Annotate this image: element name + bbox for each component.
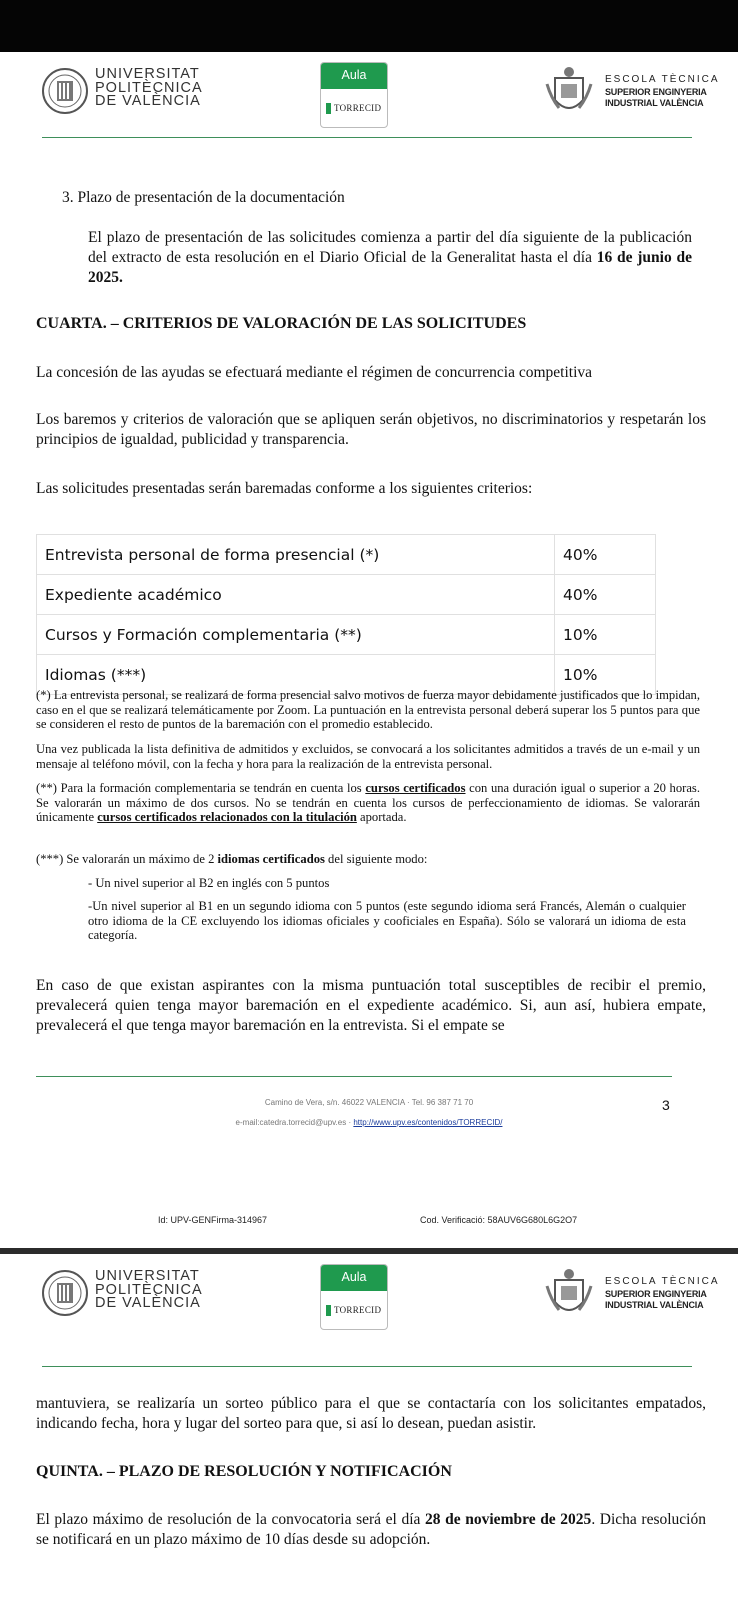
upv-seal-logo <box>42 1270 88 1316</box>
table-row: Cursos y Formación complementaria (**) 10% <box>37 615 656 655</box>
note-convocatoria: Una vez publicada la lista definitiva de admitidos y excluidos, se convocará a los solicitantes admitidos a través de un e-mail y un mensaje al teléfono móvil, con la fecha y hora para la realización de la entrevista personal. <box>36 742 700 771</box>
paragraph-baremos: Los baremos y criterios de valoración que se apliquen serán objetivos, no discriminatorios y respetarán los principios de igualdad, publicidad y transparencia. <box>36 411 706 448</box>
torrecid-mark-icon <box>326 1305 331 1316</box>
escola-crest-logo <box>545 1266 593 1322</box>
footer-link[interactable]: http://www.upv.es/contenidos/TORRECID/ <box>353 1118 503 1127</box>
aula-torrecid-logo: Aula TORRECID <box>320 62 388 128</box>
table-row: Entrevista personal de forma presencial (*) 40% <box>37 535 656 575</box>
paragraph-criterios-intro: Las solicitudes presentadas serán baremadas conforme a los siguientes criterios: <box>36 480 533 497</box>
footer-address: Camino de Vera, s/n. 46022 VALENCIA · Tel. 96 387 71 70 <box>264 1098 474 1107</box>
note-entrevista: (*) La entrevista personal, se realizará de forma presencial salvo motivos de fuerza mayor debidamente justificados que lo impidan, caso en el que se realizará telemáticamente por Zoom. La puntuación en la entrevista personal deberá superar los 5 puntos para que se consideren el resto de puntos de la baremación con el promedio establecido. <box>36 688 700 731</box>
document-page-4 <box>0 1254 738 1600</box>
torrecid-mark-icon <box>326 103 331 114</box>
quinta-heading: QUINTA. – PLAZO DE RESOLUCIÓN Y NOTIFICACIÓN <box>36 1463 452 1480</box>
paragraph-concurrencia: La concesión de las ayudas se efectuará mediante el régimen de concurrencia competitiva <box>36 364 593 381</box>
aula-torrecid-logo: Aula TORRECID <box>320 1264 388 1330</box>
section-3-body: El plazo de presentación de las solicitudes comienza a partir del día siguiente de la publicación del extracto de esta resolución en el Diario Oficial de la Generalitat hasta el día 16 de junio de 2025. <box>88 229 692 286</box>
note-idiomas: (***) Se valorarán un máximo de 2 idiomas certificados del siguiente modo: <box>36 852 428 866</box>
escola-crest-logo <box>545 64 593 120</box>
table-row: Idiomas (***) 10% <box>37 655 656 695</box>
note-formacion: (**) Para la formación complementaria se tendrán en cuenta los cursos certificados con una duración igual o superior a 20 horas. Se valorarán un máximo de dos cursos. No se tendrán en cuenta los cursos de perfeccionamiento de idiomas. Se valorarán únicamente cursos certificados relacionados con la titulación aportada. <box>36 781 700 824</box>
paragraph-empate: En caso de que existan aspirantes con la misma puntuación total susceptibles de recibir el premio, prevalecerá quien tenga mayor baremación en el expediente académico. Si, aun así, hubiera empate, prevalecerá el que tenga mayor baremación en la entrevista. Si el empate se <box>36 977 706 1034</box>
upv-name: UNIVERSITAT POLITÈCNICA DE VALÈNCIA <box>95 66 203 109</box>
footer-contact: e-mail:catedra.torrecid@upv.es · http://www.upv.es/contenidos/TORRECID/ <box>235 1118 503 1127</box>
upv-name: UNIVERSITAT POLITÈCNICA DE VALÈNCIA <box>95 1268 203 1311</box>
cuarta-heading: CUARTA. – CRITERIOS DE VALORACIÓN DE LAS SOLICITUDES <box>36 315 527 332</box>
page-header <box>0 1254 738 1354</box>
escola-name: ESCOLA TÈCNICA SUPERIOR ENGINYERIA INDUSTRIAL VALÈNCIA <box>605 1276 720 1310</box>
header-divider <box>42 1366 692 1367</box>
table-row: Expediente académico 40% <box>37 575 656 615</box>
page-number: 3 <box>662 1097 670 1113</box>
paragraph-plazo-resolucion: El plazo máximo de resolución de la convocatoria será el día 28 de noviembre de 2025. Dicha resolución se notificará en un plazo máximo de 10 días desde su adopción. <box>36 1511 706 1548</box>
upv-seal-logo <box>42 68 88 114</box>
status-bar <box>0 0 738 52</box>
escola-name: ESCOLA TÈCNICA SUPERIOR ENGINYERIA INDUSTRIAL VALÈNCIA <box>605 74 720 108</box>
signature-id: Id: UPV-GENFirma-314967 <box>158 1215 268 1225</box>
footer-divider <box>36 1076 672 1077</box>
section-3-title: 3. Plazo de presentación de la documentación <box>62 189 345 206</box>
paragraph-sorteo: mantuviera, se realizaría un sorteo público para el que se contactaría con los solicitantes empatados, indicando fecha, hora y lugar del sorteo para que, si así lo desean, puedan asistir. <box>36 1395 706 1432</box>
bullet-ingles: - Un nivel superior al B2 en inglés con 5 puntos <box>88 876 330 890</box>
header-divider <box>42 137 692 138</box>
verification-code: Cod. Verificació: 58AUV6G680L6G2O7 <box>420 1215 578 1225</box>
bullet-segundo-idioma: -Un nivel superior al B1 en un segundo idioma con 5 puntos (este segundo idioma será Francés, Alemán o cualquier otro idioma de la CE excluyendo los idiomas oficiales y cooficiales en España). Sólo se valorará un idioma de esta categoría. <box>88 899 686 942</box>
criteria-table <box>36 534 656 695</box>
document-page-3 <box>0 52 738 1248</box>
